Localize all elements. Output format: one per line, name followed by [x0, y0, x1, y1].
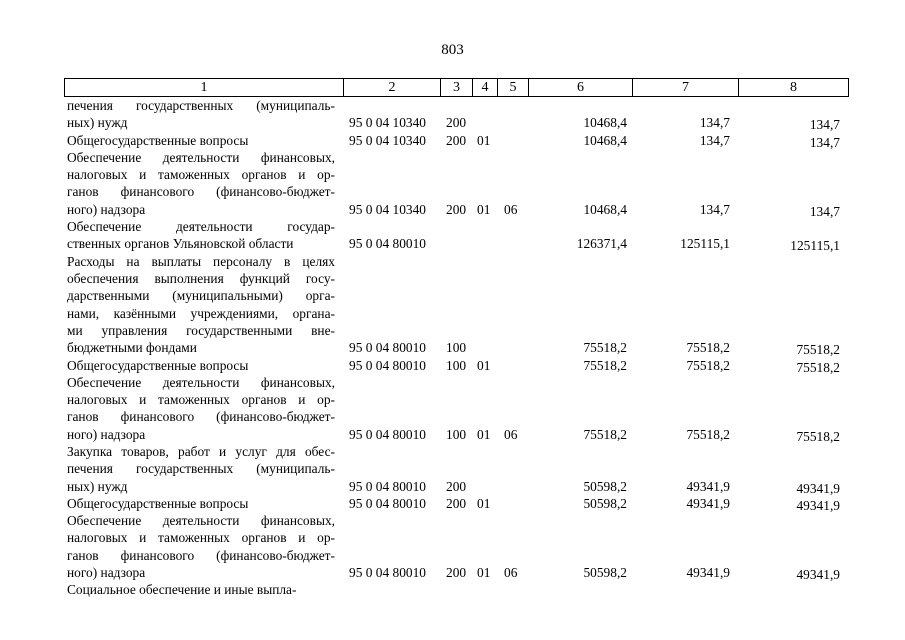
row-name [67, 374, 335, 443]
cell-c8: 125115,1 [790, 238, 840, 254]
row-name [67, 443, 335, 495]
cell-c8: 75518,2 [796, 428, 840, 444]
cell-c6: 75518,2 [583, 340, 627, 356]
row-name-line: Обеспечение деятельности государ- [67, 219, 335, 235]
row-name-line: ганов финансового (финансово-бюджет- [67, 184, 335, 200]
cell-c4: 01 [477, 565, 491, 581]
row-name-line: Обеспечение деятельности финансовых, [67, 149, 335, 165]
cell-c4: 01 [477, 201, 491, 217]
row-name-line: печения государственных (муниципаль- [67, 461, 335, 477]
row-name-line: ных) нужд [67, 478, 128, 494]
header-col-2: 2 [344, 79, 441, 97]
row-name-line: бюджетными фондами [67, 340, 197, 356]
row-name-line: Обеспечение деятельности финансовых, [67, 513, 335, 529]
cell-c4: 01 [477, 495, 491, 511]
cell-c6: 75518,2 [583, 357, 627, 373]
cell-c5: 06 [504, 565, 518, 581]
row-name-line: дарственными (муниципальными) орга- [67, 288, 335, 304]
header-col-8: 8 [739, 79, 849, 97]
row-name-line: Обеспечение деятельности финансовых, [67, 374, 335, 390]
cell-c7: 49341,9 [686, 495, 730, 511]
row-name [67, 581, 335, 598]
cell-c3: 200 [446, 132, 467, 148]
cell-c7: 49341,9 [686, 565, 730, 581]
cell-c6: 50598,2 [583, 565, 627, 581]
cell-c7: 49341,9 [686, 478, 730, 494]
cell-c8: 49341,9 [796, 497, 840, 513]
cell-c7: 75518,2 [686, 357, 730, 373]
row-name-line: Социальное обеспечение и иные выпла- [67, 582, 297, 598]
cell-c5: 06 [504, 426, 518, 442]
page-number: 803 [441, 42, 464, 58]
cell-c6: 50598,2 [583, 495, 627, 511]
cell-c2: 95 0 04 80010 [349, 495, 426, 511]
row-name [67, 149, 335, 218]
row-name-line: ми управления государственными вне- [67, 322, 335, 338]
row-name-line: Общегосударственные вопросы [67, 495, 249, 511]
cell-c8: 49341,9 [796, 567, 840, 583]
cell-c2: 95 0 04 80010 [349, 340, 426, 356]
header-col-1: 1 [65, 79, 344, 97]
row-name-line: налоговых и таможенных органов и ор- [67, 530, 335, 546]
cell-c6: 126371,4 [576, 236, 627, 252]
row-name-line: ного) надзора [67, 426, 146, 442]
cell-c8: 134,7 [809, 117, 840, 133]
row-name [67, 512, 335, 581]
header-col-7: 7 [633, 79, 739, 97]
cell-c2: 95 0 04 80010 [349, 426, 426, 442]
row-name-line: налоговых и таможенных органов и ор- [67, 392, 335, 408]
cell-c7: 134,7 [699, 115, 730, 131]
cell-c3: 200 [446, 565, 467, 581]
cell-c2: 95 0 04 10340 [349, 132, 426, 148]
cell-c4: 01 [477, 132, 491, 148]
cell-c3: 200 [446, 478, 467, 494]
cell-c2: 95 0 04 80010 [349, 565, 426, 581]
cell-c4: 01 [477, 357, 491, 373]
cell-c3: 200 [446, 115, 467, 131]
row-name-line: ных) нужд [67, 115, 128, 131]
cell-c4: 01 [477, 426, 491, 442]
cell-c7: 134,7 [699, 132, 730, 148]
cell-c2: 95 0 04 10340 [349, 115, 426, 131]
header-col-6: 6 [529, 79, 633, 97]
row-name-line: нами, казёнными учреждениями, органа- [67, 305, 335, 321]
row-name-line: ганов финансового (финансово-бюджет- [67, 409, 335, 425]
row-name [67, 495, 335, 512]
cell-c2: 95 0 04 80010 [349, 236, 426, 252]
cell-c8: 134,7 [809, 134, 840, 150]
row-name [67, 218, 335, 253]
row-name [67, 253, 335, 357]
row-name-line: ного) надзора [67, 201, 146, 217]
row-name-line: ственных органов Ульяновской области [67, 236, 294, 252]
row-name-line: Закупка товаров, работ и услуг для обес- [67, 444, 335, 459]
cell-c8: 75518,2 [796, 359, 840, 375]
cell-c3: 100 [446, 340, 467, 356]
cell-c7: 134,7 [699, 201, 730, 217]
row-name-line: ного) надзора [67, 565, 146, 581]
cell-c7: 125115,1 [680, 236, 730, 252]
cell-c7: 75518,2 [686, 426, 730, 442]
row-name-line: печения государственных (муниципаль- [67, 98, 335, 113]
row-name [67, 132, 335, 149]
cell-c6: 10468,4 [583, 115, 627, 131]
cell-c2: 95 0 04 10340 [349, 201, 426, 217]
column-header-table [64, 78, 849, 97]
header-col-3: 3 [441, 79, 473, 97]
cell-c7: 75518,2 [686, 340, 730, 356]
cell-c3: 200 [446, 201, 467, 217]
cell-c2: 95 0 04 80010 [349, 478, 426, 494]
row-name [67, 97, 335, 132]
cell-c3: 100 [446, 426, 467, 442]
cell-c3: 200 [446, 495, 467, 511]
row-name [67, 357, 335, 374]
row-name-line: Общегосударственные вопросы [67, 357, 249, 373]
row-name-line: обеспечения выполнения функций госу- [67, 270, 335, 286]
cell-c6: 50598,2 [583, 478, 627, 494]
header-col-4: 4 [473, 79, 498, 97]
row-name-line: налоговых и таможенных органов и ор- [67, 167, 335, 183]
header-col-5: 5 [498, 79, 529, 97]
cell-c2: 95 0 04 80010 [349, 357, 426, 373]
cell-c6: 75518,2 [583, 426, 627, 442]
cell-c8: 134,7 [809, 203, 840, 219]
cell-c8: 49341,9 [796, 480, 840, 496]
cell-c6: 10468,4 [583, 201, 627, 217]
cell-c8: 75518,2 [796, 342, 840, 358]
header-row [65, 79, 849, 97]
row-name-line: Общегосударственные вопросы [67, 132, 249, 148]
row-name-line: ганов финансового (финансово-бюджет- [67, 547, 335, 563]
cell-c5: 06 [504, 201, 518, 217]
row-name-line: Расходы на выплаты персоналу в целях [67, 253, 335, 269]
cell-c3: 100 [446, 357, 467, 373]
cell-c6: 10468,4 [583, 132, 627, 148]
